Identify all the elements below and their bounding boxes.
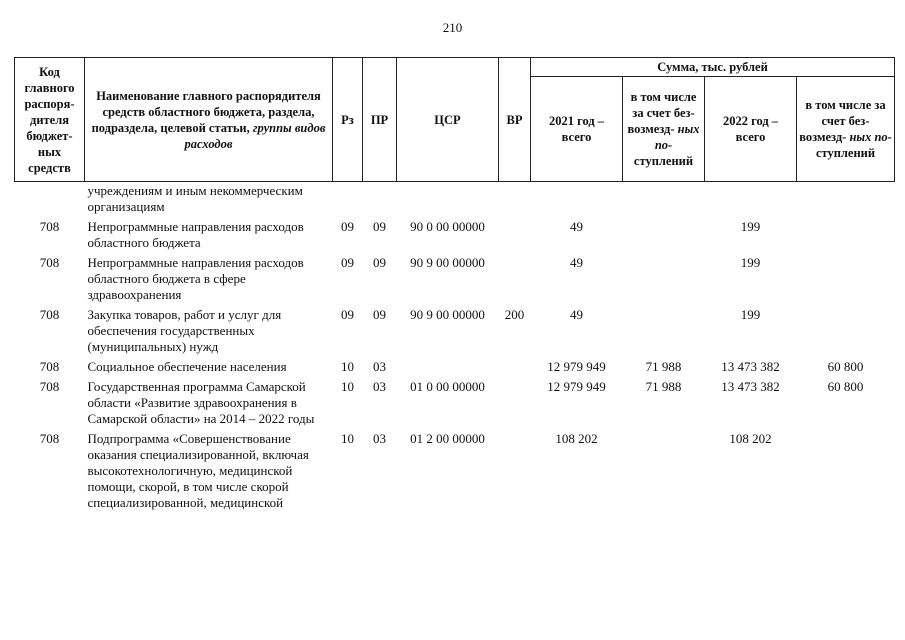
cell-rz: 10 (341, 379, 354, 394)
cell-2021-free (623, 218, 705, 254)
cell-name: Непрограммные направления расходов областного бюджета (87, 219, 304, 250)
table-row (15, 182, 895, 219)
cell-vr (499, 430, 531, 514)
cell-vr (499, 254, 531, 306)
cell-code (15, 182, 85, 219)
header-name-main: Наименование главного распорядителя средств областного бюджета, раздела, подраздела, целевой статьи, (91, 88, 321, 135)
cell-csr: 90 9 00 00000 (410, 255, 485, 270)
cell-vr (499, 218, 531, 254)
table-row (15, 358, 895, 378)
header-2022-free-main: в том числе за счет без-возмезд- (799, 98, 886, 144)
table-body (15, 182, 895, 515)
cell-vr (499, 378, 531, 430)
table-header (15, 58, 895, 182)
cell-rz: 09 (341, 307, 354, 322)
cell-name: Закупка товаров, работ и услуг для обеспечения государственных (муниципальных) нужд (87, 307, 282, 354)
cell-2021-free (623, 430, 705, 514)
cell-pr: 03 (373, 431, 386, 446)
header-2022-free-tail: ступлений (815, 146, 876, 160)
cell-code: 708 (39, 359, 60, 374)
cell-2021-free (623, 182, 705, 219)
cell-vr (499, 358, 531, 378)
cell-2022-free (797, 254, 895, 306)
cell-2022-free (797, 430, 895, 514)
header-2022-free (797, 77, 895, 182)
cell-rz: 10 (341, 431, 354, 446)
cell-name: учреждениям и иным некоммерческим организациям (87, 183, 303, 214)
table-row (15, 306, 895, 358)
cell-csr (397, 182, 499, 219)
cell-2022-free (797, 218, 895, 254)
cell-2022-total (705, 182, 797, 219)
cell-2021-total (531, 182, 623, 219)
cell-name: Подпрограмма «Совершенствование оказания специализированной, включая высокотехнологичную, медицинской помощи, скорой, в том числе скорой специализированной, медицинской (87, 431, 309, 510)
cell-name: Социальное обеспечение населения (87, 359, 287, 374)
cell-2022-total: 13 473 382 (721, 359, 780, 374)
header-2021-free-tail: ступлений (633, 154, 694, 168)
header-2022-total: 2022 год – всего (705, 77, 797, 182)
cell-2021-free (623, 306, 705, 358)
header-pr: ПР (363, 58, 397, 182)
cell-2021-free: 71 988 (645, 379, 682, 394)
header-2021-free-italic: ных по- (654, 122, 700, 152)
table-row (15, 378, 895, 430)
cell-rz (333, 182, 363, 219)
cell-pr (363, 182, 397, 219)
header-csr: ЦСР (397, 58, 499, 182)
cell-2022-free (797, 182, 895, 219)
header-2021-free (623, 77, 705, 182)
cell-pr: 09 (373, 255, 386, 270)
cell-vr: 200 (504, 307, 525, 322)
cell-2022-total: 13 473 382 (721, 379, 780, 394)
header-2022-free-italic: ных по- (849, 130, 892, 144)
cell-pr: 03 (373, 359, 386, 374)
cell-name: Государственная программа Самарской области «Развитие здравоохранения в Самарской области» на 2014 – 2022 годы (87, 379, 315, 426)
cell-2022-free: 60 800 (827, 359, 864, 374)
cell-2021-total: 108 202 (555, 431, 598, 446)
cell-csr: 01 2 00 00000 (410, 431, 485, 446)
cell-2021-total: 12 979 949 (547, 379, 606, 394)
header-code: Код главного распоря-дителя бюджет-ных средств (15, 58, 85, 182)
cell-code: 708 (39, 255, 60, 270)
cell-pr: 03 (373, 379, 386, 394)
cell-2022-free: 60 800 (827, 379, 864, 394)
cell-csr: 90 9 00 00000 (410, 307, 485, 322)
header-2021-total: 2021 год – всего (531, 77, 623, 182)
header-sum-group: Сумма, тыс. рублей (531, 58, 895, 77)
header-vr: ВР (499, 58, 531, 182)
cell-pr: 09 (373, 307, 386, 322)
cell-2021-free (623, 254, 705, 306)
cell-code: 708 (39, 431, 60, 446)
cell-2021-free: 71 988 (645, 359, 682, 374)
table-row (15, 218, 895, 254)
cell-code: 708 (39, 307, 60, 322)
cell-code: 708 (39, 379, 60, 394)
header-name-italic: группы видов расходов (184, 120, 326, 151)
cell-rz: 10 (341, 359, 354, 374)
table-row (15, 254, 895, 306)
header-rz: Рз (333, 58, 363, 182)
budget-table (14, 57, 895, 514)
cell-2021-total: 49 (570, 219, 583, 234)
cell-csr: 01 0 00 00000 (410, 379, 485, 394)
cell-rz: 09 (341, 255, 354, 270)
cell-2022-total: 199 (740, 255, 761, 270)
cell-2021-total: 49 (570, 307, 583, 322)
cell-2022-total: 108 202 (729, 431, 772, 446)
cell-2022-free (797, 306, 895, 358)
cell-pr: 09 (373, 219, 386, 234)
cell-name: Непрограммные направления расходов областного бюджета в сфере здравоохранения (87, 255, 304, 302)
cell-2021-total: 49 (570, 255, 583, 270)
page-number: 210 (442, 20, 463, 35)
cell-2022-total: 199 (740, 219, 761, 234)
header-name (85, 58, 333, 182)
cell-csr: 90 0 00 00000 (410, 219, 485, 234)
cell-2021-total: 12 979 949 (547, 359, 606, 374)
header-2021-free-main: в том числе за счет без-возмезд- (627, 90, 697, 136)
table-row (15, 430, 895, 514)
cell-vr (499, 182, 531, 219)
cell-2022-total: 199 (740, 307, 761, 322)
cell-code: 708 (39, 219, 60, 234)
cell-csr (397, 358, 499, 378)
cell-rz: 09 (341, 219, 354, 234)
